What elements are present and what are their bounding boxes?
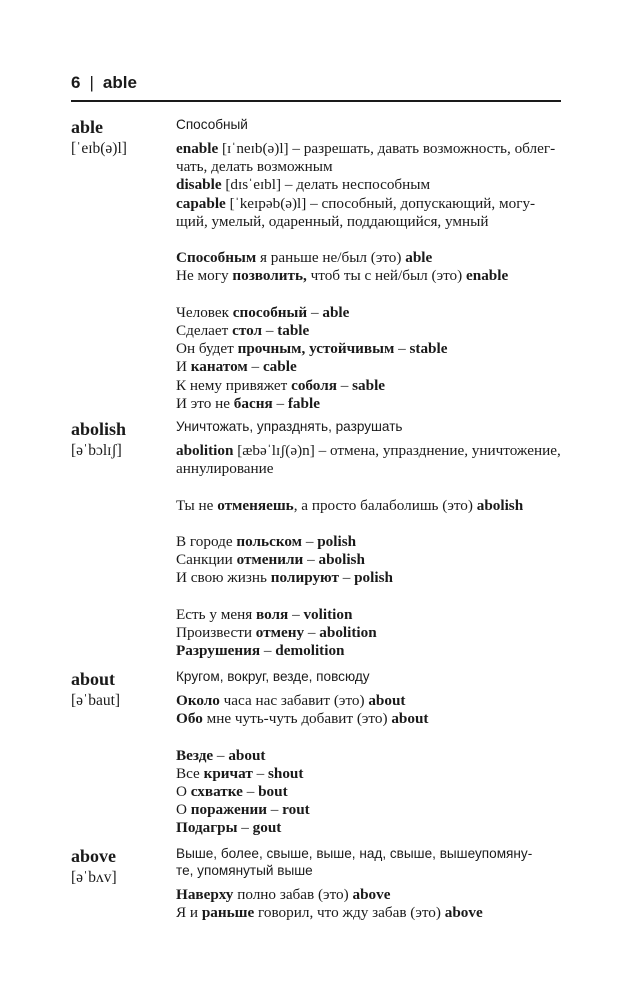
derivative-term: capable	[176, 194, 226, 212]
keyword: rout	[282, 801, 310, 819]
keyword: прочным, устойчивым	[237, 340, 395, 358]
derivatives	[176, 442, 561, 478]
headword-block	[71, 668, 171, 712]
derivative-term: enable	[176, 140, 219, 157]
rhyme-text: –	[247, 358, 263, 376]
rhyme-text: –	[266, 801, 283, 819]
rhyme-text: Произвести	[176, 623, 256, 641]
rhyme-line	[176, 395, 561, 413]
page-number: 6	[71, 73, 81, 92]
keyword: Обо	[176, 710, 203, 728]
rhyme-text: О	[176, 801, 191, 819]
rhyme-line	[176, 533, 561, 551]
rhyme-text: Ты не	[176, 496, 218, 514]
keyword: Наверху	[176, 886, 234, 903]
translation-line: те, упомянутый выше	[176, 863, 313, 878]
headword: able	[71, 117, 104, 137]
transcription: [əˈbaut]	[71, 692, 121, 709]
keyword: воля	[256, 605, 289, 623]
keyword: about	[391, 710, 429, 728]
headword-block	[71, 116, 171, 160]
headword-block	[71, 418, 171, 462]
entry-abolish	[71, 418, 561, 660]
rhyme-text: И это не	[176, 394, 234, 412]
keyword: fable	[287, 394, 320, 412]
rhyme-text: –	[242, 783, 259, 800]
rhyme-block	[176, 692, 561, 728]
rhyme-text: –	[272, 394, 288, 412]
rhyme-text: –	[394, 340, 410, 358]
rhyme-block	[176, 533, 561, 588]
keyword: способный	[232, 303, 308, 321]
keyword: позволить,	[232, 267, 307, 285]
keyword: Разрушения	[176, 642, 261, 660]
rhyme-text: Я и	[176, 904, 202, 922]
rhyme-text: Он будет	[176, 340, 238, 358]
rhyme-text: Есть у меня	[176, 605, 257, 623]
keyword: abolish	[318, 551, 365, 569]
keyword: кричат	[203, 764, 253, 782]
rhyme-line	[176, 783, 561, 801]
keyword: отмену	[255, 623, 305, 641]
rhyme-text: К нему привяжет	[176, 376, 292, 394]
keyword: about	[228, 746, 266, 764]
translation	[176, 845, 561, 879]
keyword: able	[322, 303, 350, 321]
rhyme-line	[176, 551, 561, 569]
keyword: отменили	[236, 551, 304, 569]
keyword: Подагры	[176, 819, 238, 837]
running-header	[71, 73, 137, 93]
keyword: канатом	[190, 358, 248, 376]
entry-above	[71, 845, 561, 922]
transcription: [ˈeɪb(ə)l]	[71, 140, 127, 157]
keyword: Везде	[176, 746, 214, 764]
rhyme-text: О	[176, 783, 191, 800]
rhyme-text: –	[338, 569, 355, 587]
keyword: enable	[466, 267, 509, 285]
rhyme-line	[176, 569, 561, 587]
rhyme-block	[176, 249, 561, 285]
rhyme-line	[176, 606, 561, 624]
derivative-text: [ˈkeɪpəb(ə)l] – способный, допускающий, могу-	[225, 194, 536, 212]
rhyme-line	[176, 642, 561, 660]
rhyme-line	[176, 692, 561, 710]
keyword: polish	[354, 569, 393, 587]
keyword: Способным	[176, 249, 257, 267]
translation-line: Выше, более, свыше, выше, над, свыше, вышеупомяну-	[176, 846, 533, 861]
derivative-line	[176, 158, 561, 176]
entry-body	[176, 116, 561, 413]
rhyme-line	[176, 819, 561, 837]
header-rule	[71, 100, 561, 102]
derivative-term: disable	[176, 176, 222, 194]
rhyme-text: –	[252, 764, 268, 782]
rhyme-line	[176, 304, 561, 322]
keyword: поражении	[190, 801, 267, 819]
rhyme-line	[176, 267, 561, 285]
derivative-line	[176, 460, 561, 478]
rhyme-line	[176, 624, 561, 642]
rhyme-text: Санкции	[176, 551, 237, 569]
keyword: отменяешь	[217, 496, 294, 514]
rhyme-line	[176, 710, 561, 728]
rhyme-line	[176, 747, 561, 765]
rhyme-text: –	[288, 605, 304, 623]
rhyme-line	[176, 322, 561, 340]
rhyme-text: Все	[176, 764, 204, 782]
keyword: раньше	[201, 904, 255, 922]
derivative-text: чать, делать возможным	[176, 158, 333, 176]
rhyme-line	[176, 765, 561, 783]
keyword: able	[405, 249, 433, 267]
rhyme-text: –	[237, 819, 253, 837]
entry-body	[176, 418, 561, 660]
rhyme-block	[176, 304, 561, 413]
rhyme-line	[176, 358, 561, 376]
rhyme-text: полно забав (это)	[233, 886, 353, 903]
derivative-text: [ɪˈneɪb(ə)l] – разрешать, давать возможность, облег-	[218, 140, 556, 157]
keyword: соболя	[291, 376, 337, 394]
keyword: shout	[267, 764, 304, 782]
rhyme-block	[176, 886, 561, 922]
rhyme-line	[176, 249, 561, 267]
headword: abolish	[71, 419, 127, 439]
rhyme-text: –	[336, 376, 353, 394]
derivative-text: аннулирование	[176, 460, 274, 478]
headword: about	[71, 669, 116, 689]
keyword: басня	[233, 394, 273, 412]
derivative-line	[176, 442, 561, 460]
rhyme-text: часа нас забавит (это)	[219, 692, 369, 709]
derivative-text: [æbəˈlɪʃ(ə)n] – отмена, упразднение, уничтожение,	[233, 442, 561, 459]
rhyme-text: говорил, что жду забав (это)	[254, 904, 445, 922]
entry-body	[176, 845, 561, 922]
derivative-line	[176, 195, 561, 213]
rhyme-block	[176, 747, 561, 838]
rhyme-line	[176, 886, 561, 904]
keyword: abolition	[319, 623, 377, 641]
keyword: sable	[352, 376, 386, 394]
keyword: polish	[317, 532, 357, 550]
derivative-term: abolition	[176, 442, 234, 459]
transcription: [əˈbʌv]	[71, 869, 117, 886]
entry-about	[71, 668, 561, 838]
keyword: volition	[303, 605, 353, 623]
rhyme-text: Сделает	[176, 322, 233, 339]
keyword: abolish	[476, 496, 524, 514]
rhyme-text: чтоб ты с ней/был (это)	[306, 267, 466, 285]
translation: Кругом, вокруг, везде, повсюду	[176, 669, 370, 684]
headword-block	[71, 845, 171, 889]
rhyme-text: –	[302, 532, 318, 550]
keyword: стол	[232, 322, 263, 339]
keyword: above	[352, 886, 391, 903]
derivative-line	[176, 176, 561, 194]
keyword: bout	[258, 783, 288, 800]
rhyme-text: –	[260, 642, 276, 660]
rhyme-block	[176, 497, 561, 515]
keyword: cable	[262, 358, 297, 376]
rhyme-text: В городе	[176, 532, 237, 550]
rhyme-line	[176, 497, 561, 515]
keyword: gout	[252, 819, 282, 837]
rhyme-text: Человек	[176, 303, 233, 321]
keyword: table	[277, 322, 310, 339]
rhyme-block	[176, 606, 561, 661]
transcription: [əˈbɔlɪʃ]	[71, 442, 122, 459]
keyword: demolition	[275, 642, 345, 660]
keyword: полируют	[270, 569, 339, 587]
rhyme-text: , а просто балаболишь (это)	[293, 496, 477, 514]
rhyme-text: Не могу	[176, 267, 233, 285]
derivative-text: щий, умелый, одаренный, поддающийся, умный	[176, 212, 489, 230]
derivative-line	[176, 213, 561, 231]
keyword: above	[444, 904, 483, 922]
rhyme-text: я раньше не/был (это)	[256, 249, 406, 267]
rhyme-text: –	[213, 746, 229, 764]
rhyme-text: И свою жизнь	[176, 569, 271, 587]
translation: Уничтожать, упразднять, разрушать	[176, 419, 403, 434]
derivatives	[176, 140, 561, 231]
rhyme-line	[176, 377, 561, 395]
derivative-text: [dɪsˈeɪbl] – делать неспособным	[221, 176, 431, 194]
rhyme-line	[176, 801, 561, 819]
rhyme-text: И	[176, 358, 191, 376]
headword: above	[71, 846, 116, 866]
translation: Способный	[176, 117, 248, 132]
keyword: stable	[409, 340, 448, 358]
keyword: схватке	[190, 783, 243, 800]
rhyme-text: –	[303, 551, 319, 569]
header-separator: |	[89, 73, 94, 92]
rhyme-text: –	[307, 303, 323, 321]
rhyme-text: мне чуть-чуть добавит (это)	[202, 710, 392, 728]
header-word: able	[102, 73, 137, 92]
keyword: польском	[236, 532, 303, 550]
entry-body	[176, 668, 561, 838]
keyword: about	[368, 692, 406, 709]
rhyme-line	[176, 340, 561, 358]
derivative-line	[176, 140, 561, 158]
keyword: Около	[176, 692, 220, 709]
entry-able	[71, 116, 561, 413]
rhyme-text: –	[262, 322, 278, 339]
rhyme-text: –	[304, 623, 320, 641]
rhyme-line	[176, 904, 561, 922]
